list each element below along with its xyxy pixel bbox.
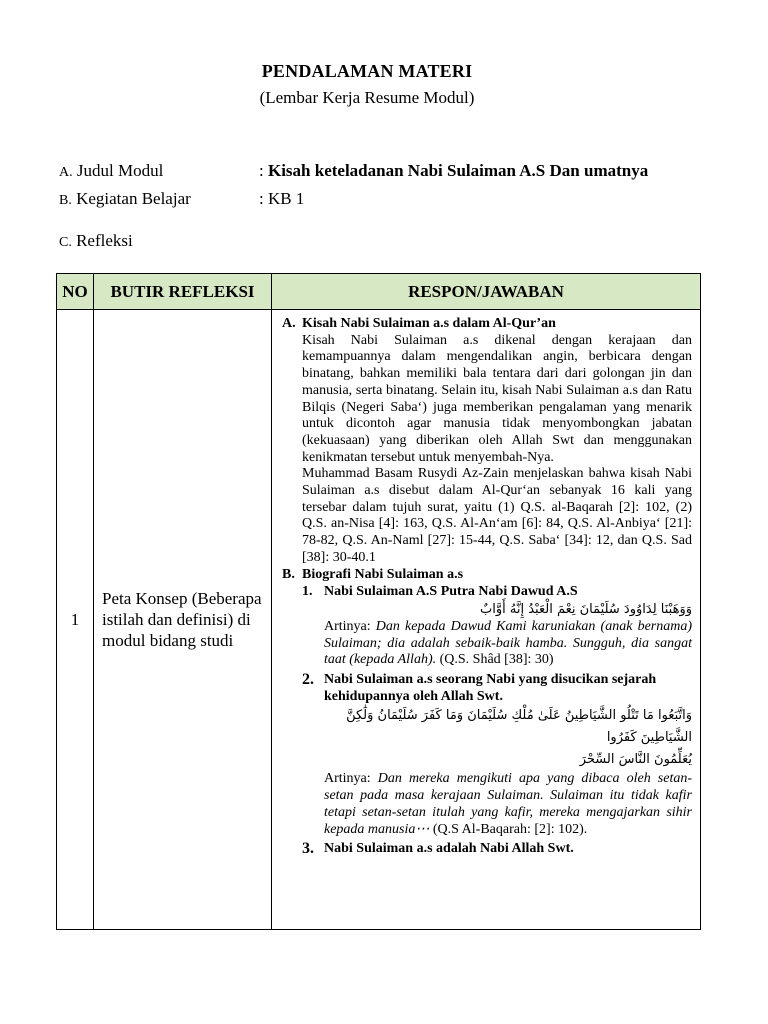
section-a-marker: A. [282,316,296,331]
list-item-number: 2. [302,671,314,689]
arabic-verse-line-2: يُعَلِّمُونَ النَّاسَ السِّحْرَ [579,752,692,768]
arabic-verse: وَوَهَبْنَا لِدَاوُودَ سُلَيْمَانَ نِعْمَ الْعَبْدُ إِنَّهُ أَوَّابٌ [480,601,692,617]
field-prefix: B. [59,193,72,208]
section-a-paragraph-2: Muhammad Basam Rusydi Az-Zain menjelaskan bahwa kisah Nabi Sulaiman a.s disebut dalam Al-Qur‘an sebanyak 16 kali yang tersebar dalam tujuh surat, yaitu (1) Q.S. al-Baqarah [2]: 102, (2) Q.S. an-Nisa [4]: 163, Q.S. Al-An‘am [6]: 84, Q.S. Al-Anbiya‘ [21]: 78-82, Q.S. An-Naml [27]: 15-44, Q.S. Saba‘ [34]: 12, dan Q.S. Sad [38]: 30-40.1 [302,466,692,565]
field-label: Judul Modul [76,161,164,180]
section-b [282,567,692,858]
list-item-title: Nabi Sulaiman A.S Putra Nabi Dawud A.S [324,584,578,600]
list-item-title: Nabi Sulaiman a.s adalah Nabi Allah Swt. [324,841,574,857]
field-prefix: A. [59,165,73,180]
section-b-heading: Biografi Nabi Sulaiman a.s [302,566,464,582]
field-value: Kisah keteladanan Nabi Sulaiman A.S Dan umatnya [267,161,649,180]
field-value: KB 1 [267,189,305,208]
list-item-number: 3. [302,840,314,858]
list-item-title: Nabi Sulaiman a.s seorang Nabi yang disucikan sejarah kehidupannya oleh Allah Swt. [324,672,657,704]
refleksi-table [56,273,701,930]
table-row [57,310,701,930]
artinya-label: Artinya: [324,618,371,634]
cell-respon [272,310,701,930]
field-label: Kegiatan Belajar [76,189,191,208]
arabic-verse-line-1: وَاتَّبَعُوا مَا تَتْلُو الشَّيَاطِينُ عَلَىٰ مُلْكِ سُلَيْمَانَ وَمَا كَفَرَ سُلَيْمَانُ وَلَٰكِنَّ الشَّيَاطِينَ كَفَرُوا [346,708,692,746]
list-item-number: 1. [302,584,313,600]
list-item [302,841,692,858]
translation-text: Dan mereka mengikuti apa yang dibaca oleh setan-setan pada masa kerajaan Sulaiman. Sulaiman itu tidak kafir tetapi setan-setan itulah yang kafir, mereka mengajarkan sihir kepada manusia⋯ [324,771,692,837]
section-a-paragraph-1: Kisah Nabi Sulaiman a.s dikenal dengan kerajaan dan kemampuannya dalam mengendalikan angin, berbicara dengan binatang, bahkan memiliki bala tentara dari dari golongan jin dan manusia, serta binatang. Selain itu, kisah Nabi Sulaiman a.s dan Ratu Bilqis (Negeri Saba‘) juga memberikan pengalaman yang menarik untuk dicontoh agar manusia tidak menyombongkan jabatan (kekuasaan) yang diberikan oleh Allah Swt dan menggunakan kenikmatan tersebut untuk menyembah-Nya. [302,332,692,465]
artinya-label: Artinya: [324,771,371,787]
verse-translation [324,619,692,669]
verse-reference: (Q.S Al-Baqarah: [2]: 102). [432,821,588,837]
field-prefix: C. [59,235,72,250]
header-respon-jawaban: RESPON/JAWABAN [272,274,701,310]
page-subtitle: (Lembar Kerja Resume Modul) [259,88,475,107]
cell-butir: Peta Konsep (Beberapa istilah dan definisi) di modul bidang studi [94,310,272,930]
field-separator: : [259,161,264,180]
header-butir-refleksi: BUTIR REFLEKSI [94,274,272,310]
field-judul-modul [59,161,648,181]
section-b-marker: B. [282,566,295,582]
section-a [282,316,692,567]
field-separator: : [259,189,264,208]
table-header-row [57,274,701,310]
field-kegiatan-belajar [59,189,304,209]
verse-translation [324,771,692,838]
translation-text: Dan kepada Dawud Kami karuniakan (anak bernama) Sulaiman; dia adalah sebaik-baik hamba. Sungguh, dia sangat taat (kepada Allah). [324,618,693,668]
list-item [302,672,692,838]
cell-no: 1 [57,310,94,930]
field-refleksi [59,231,133,251]
list-item [302,584,692,669]
page-title: PENDALAMAN MATERI [261,61,473,81]
section-a-heading: Kisah Nabi Sulaiman a.s dalam Al-Qur’an [302,316,556,331]
verse-reference: (Q.S. Shâd [38]: 30) [439,652,554,668]
field-label: Refleksi [76,231,133,250]
header-no: NO [57,274,94,310]
